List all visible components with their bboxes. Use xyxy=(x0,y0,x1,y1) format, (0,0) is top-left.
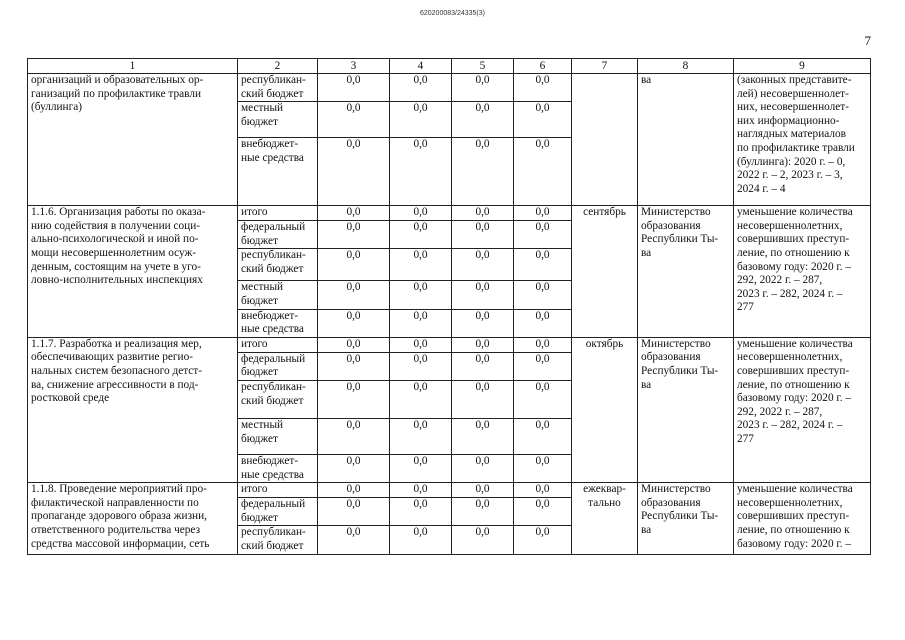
amount-cell: 0,0 xyxy=(514,526,572,554)
term-cell xyxy=(572,483,638,554)
funding-source-cell xyxy=(238,352,318,380)
amount-cell: 0,0 xyxy=(514,418,572,454)
text-line: республикан- xyxy=(241,526,306,539)
text-line: федеральный xyxy=(241,352,306,365)
amount-cell: 0,0 xyxy=(452,138,514,206)
text-line: нию содействия в получении соци- xyxy=(31,219,201,232)
text-line: 1.1.7. Разработка и реализация мер, xyxy=(31,337,202,350)
text-line: средства массовой информации, сеть xyxy=(31,537,210,550)
text-line: 2023 г. – 282, 2024 г. – xyxy=(737,287,843,300)
text-line: ва, снижение агрессивности в под- xyxy=(31,378,199,391)
text-line: местный xyxy=(241,281,284,294)
text-line: бюджет xyxy=(241,115,278,128)
text-line: ление, по отношению к xyxy=(737,246,850,259)
term-cell: сентябрь xyxy=(572,206,638,338)
result-cell xyxy=(734,483,871,554)
table-row xyxy=(28,483,871,498)
text-line: бюджет xyxy=(241,294,278,307)
amount-cell: 0,0 xyxy=(318,526,390,554)
text-line: ление, по отношению к xyxy=(737,378,850,391)
funding-source-cell xyxy=(238,337,318,352)
measure-name-cell xyxy=(28,483,238,554)
text-line: базовому году: 2020 г. – xyxy=(737,260,852,273)
amount-cell: 0,0 xyxy=(390,454,452,482)
page-number: 7 xyxy=(864,33,871,48)
text-line: ва xyxy=(641,523,652,536)
amount-cell: 0,0 xyxy=(390,206,452,221)
executor-cell: ва xyxy=(638,74,734,206)
executor-cell xyxy=(638,483,734,554)
amount-cell: 0,0 xyxy=(318,337,390,352)
funding-source-cell xyxy=(238,418,318,454)
amount-cell: 0,0 xyxy=(514,483,572,498)
amount-cell: 0,0 xyxy=(514,454,572,482)
header-cell: 6 xyxy=(514,59,572,74)
text-line: ально-психологической и иной по- xyxy=(31,233,199,246)
funding-source-cell xyxy=(238,498,318,526)
text-line: республикан- xyxy=(241,74,306,86)
amount-cell: 0,0 xyxy=(452,454,514,482)
funding-source-cell xyxy=(238,102,318,138)
amount-cell: 0,0 xyxy=(452,526,514,554)
amount-cell: 0,0 xyxy=(318,418,390,454)
amount-cell: 0,0 xyxy=(514,337,572,352)
document-id: 620200083/24335(3) xyxy=(419,10,485,17)
text-line: Республики Ты- xyxy=(641,364,719,377)
text-line: бюджет xyxy=(241,234,278,247)
amount-cell: 0,0 xyxy=(390,281,452,309)
text-line: филактической направленности по xyxy=(31,496,199,509)
text-line: ные средства xyxy=(241,151,304,164)
amount-cell: 0,0 xyxy=(452,352,514,380)
amount-cell: 0,0 xyxy=(390,309,452,337)
text-line: уменьшение количества xyxy=(737,206,853,219)
text-line: внебюджет- xyxy=(241,309,299,322)
funding-source-cell xyxy=(238,281,318,309)
measure-name-cell xyxy=(28,206,238,338)
amount-cell: 0,0 xyxy=(514,102,572,138)
program-table xyxy=(27,58,871,555)
text-line: 292, 2022 г. – 287, xyxy=(737,405,823,418)
header-cell: 9 xyxy=(734,59,871,74)
funding-source-cell xyxy=(238,249,318,281)
header-cell: 3 xyxy=(318,59,390,74)
text-line: Министерство xyxy=(641,206,711,219)
amount-cell: 0,0 xyxy=(452,249,514,281)
funding-source-cell xyxy=(238,309,318,337)
text-line: ростковой среде xyxy=(31,392,110,405)
text-line: обеспечивающих развитие регио- xyxy=(31,351,193,364)
text-line: 2024 г. – 4 xyxy=(737,182,786,195)
text-line: них, несовершеннолет- xyxy=(737,101,849,114)
amount-cell: 0,0 xyxy=(452,102,514,138)
table-row xyxy=(28,337,871,352)
executor-cell xyxy=(638,337,734,482)
amount-cell: 0,0 xyxy=(514,352,572,380)
amount-cell: 0,0 xyxy=(390,102,452,138)
text-line: Республики Ты- xyxy=(641,510,719,523)
text-line: внебюджет- xyxy=(241,138,299,151)
text-line: наглядных материалов xyxy=(737,128,846,141)
text-line: базовому году: 2020 г. – xyxy=(737,392,852,405)
text-line: ганизаций по профилактике травли xyxy=(31,87,202,100)
amount-cell: 0,0 xyxy=(452,221,514,249)
text-line: образования xyxy=(641,219,701,232)
amount-cell: 0,0 xyxy=(390,337,452,352)
funding-source-cell xyxy=(238,221,318,249)
amount-cell: 0,0 xyxy=(514,249,572,281)
amount-cell: 0,0 xyxy=(318,249,390,281)
text-line: уменьшение количества xyxy=(737,483,853,496)
text-line: итого xyxy=(241,206,268,219)
text-line: тально xyxy=(588,496,621,509)
amount-cell: 0,0 xyxy=(514,380,572,418)
text-line: федеральный xyxy=(241,498,306,511)
amount-cell: 0,0 xyxy=(390,74,452,102)
amount-cell: 0,0 xyxy=(452,418,514,454)
measure-name-cell xyxy=(28,74,238,206)
text-line: ежеквар- xyxy=(583,483,626,496)
text-line: ответственного родительства через xyxy=(31,523,201,536)
text-line: ский бюджет xyxy=(241,262,304,275)
text-line: местный xyxy=(241,102,284,115)
text-line: итого xyxy=(241,337,268,350)
text-line: мощи несовершеннолетним осуж- xyxy=(31,246,197,259)
amount-cell: 0,0 xyxy=(390,221,452,249)
table-row xyxy=(28,74,871,102)
text-line: уменьшение количества xyxy=(737,337,853,350)
result-cell xyxy=(734,74,871,206)
text-line: ва xyxy=(641,246,652,259)
amount-cell: 0,0 xyxy=(318,206,390,221)
measure-name-cell xyxy=(28,337,238,482)
amount-cell: 0,0 xyxy=(390,526,452,554)
amount-cell: 0,0 xyxy=(514,206,572,221)
text-line: (буллинга) xyxy=(31,101,83,114)
text-line: 277 xyxy=(737,432,754,445)
text-line: 292, 2022 г. – 287, xyxy=(737,274,823,287)
header-row xyxy=(28,59,871,74)
amount-cell: 0,0 xyxy=(514,281,572,309)
text-line: Республики Ты- xyxy=(641,233,719,246)
header-cell: 2 xyxy=(238,59,318,74)
funding-source-cell xyxy=(238,380,318,418)
amount-cell: 0,0 xyxy=(390,138,452,206)
text-line: ление, по отношению к xyxy=(737,523,850,536)
amount-cell: 0,0 xyxy=(318,74,390,102)
amount-cell: 0,0 xyxy=(390,352,452,380)
header-cell: 4 xyxy=(390,59,452,74)
amount-cell: 0,0 xyxy=(452,380,514,418)
table-row xyxy=(28,206,871,221)
text-line: 1.1.6. Организация работы по оказа- xyxy=(31,206,206,219)
funding-source-cell xyxy=(238,483,318,498)
text-line: внебюджет- xyxy=(241,454,299,467)
text-line: 2023 г. – 282, 2024 г. – xyxy=(737,419,843,432)
amount-cell: 0,0 xyxy=(390,483,452,498)
text-line: 277 xyxy=(737,301,754,314)
amount-cell: 0,0 xyxy=(318,352,390,380)
text-line: несовершеннолетних, xyxy=(737,496,843,509)
text-line: совершивших преступ- xyxy=(737,364,850,377)
funding-source-cell xyxy=(238,138,318,206)
text-line: бюджет xyxy=(241,366,278,379)
funding-source-cell xyxy=(238,454,318,482)
text-line: местный xyxy=(241,418,284,431)
text-line: ва xyxy=(641,378,652,391)
text-line: ные средства xyxy=(241,468,304,481)
text-line: республикан- xyxy=(241,249,306,262)
amount-cell: 0,0 xyxy=(318,221,390,249)
amount-cell: 0,0 xyxy=(452,281,514,309)
amount-cell: 0,0 xyxy=(390,249,452,281)
text-line: ский бюджет xyxy=(241,87,304,100)
header-cell: 5 xyxy=(452,59,514,74)
text-line: базовому году: 2020 г. – xyxy=(737,537,852,550)
text-line: 1.1.8. Проведение мероприятий про- xyxy=(31,483,207,496)
text-line: Министерство xyxy=(641,337,711,350)
amount-cell: 0,0 xyxy=(390,418,452,454)
header-cell: 7 xyxy=(572,59,638,74)
text-line: совершивших преступ- xyxy=(737,233,850,246)
text-line: (законных представите- xyxy=(737,74,852,86)
term-cell xyxy=(572,74,638,206)
text-line: ловно-исполнительных инспекциях xyxy=(31,274,203,287)
text-line: итого xyxy=(241,483,268,496)
amount-cell: 0,0 xyxy=(452,309,514,337)
text-line: 2022 г. – 2, 2023 г. – 3, xyxy=(737,169,843,182)
text-line: бюджет xyxy=(241,432,278,445)
text-line: бюджет xyxy=(241,511,278,524)
funding-source-cell xyxy=(238,74,318,102)
text-line: совершивших преступ- xyxy=(737,510,850,523)
amount-cell: 0,0 xyxy=(514,221,572,249)
amount-cell: 0,0 xyxy=(318,454,390,482)
result-cell xyxy=(734,337,871,482)
amount-cell: 0,0 xyxy=(514,138,572,206)
text-line: образования xyxy=(641,496,701,509)
text-line: ные средства xyxy=(241,323,304,336)
funding-source-cell xyxy=(238,526,318,554)
amount-cell: 0,0 xyxy=(452,74,514,102)
amount-cell: 0,0 xyxy=(390,498,452,526)
amount-cell: 0,0 xyxy=(452,498,514,526)
text-line: нальных систем безопасного детст- xyxy=(31,364,202,377)
text-line: несовершеннолетних, xyxy=(737,219,843,232)
result-cell xyxy=(734,206,871,338)
text-line: республикан- xyxy=(241,380,306,393)
text-line: по профилактике травли xyxy=(737,141,855,154)
text-line: денным, состоящим на учете в уго- xyxy=(31,260,201,273)
text-line: пропаганде здорового образа жизни, xyxy=(31,510,207,523)
amount-cell: 0,0 xyxy=(318,483,390,498)
text-line: них информационно- xyxy=(737,114,840,127)
header-cell: 1 xyxy=(28,59,238,74)
funding-source-cell xyxy=(238,206,318,221)
executor-cell xyxy=(638,206,734,338)
term-cell: октябрь xyxy=(572,337,638,482)
text-line: образования xyxy=(641,351,701,364)
amount-cell: 0,0 xyxy=(318,102,390,138)
amount-cell: 0,0 xyxy=(318,309,390,337)
text-line: лей) несовершеннолет- xyxy=(737,87,849,100)
amount-cell: 0,0 xyxy=(318,138,390,206)
amount-cell: 0,0 xyxy=(318,281,390,309)
amount-cell: 0,0 xyxy=(318,380,390,418)
amount-cell: 0,0 xyxy=(514,498,572,526)
text-line: ский бюджет xyxy=(241,539,304,552)
amount-cell: 0,0 xyxy=(514,74,572,102)
amount-cell: 0,0 xyxy=(318,498,390,526)
text-line: Министерство xyxy=(641,483,711,496)
amount-cell: 0,0 xyxy=(452,483,514,498)
amount-cell: 0,0 xyxy=(452,337,514,352)
amount-cell: 0,0 xyxy=(514,309,572,337)
amount-cell: 0,0 xyxy=(390,380,452,418)
text-line: (буллинга): 2020 г. – 0, xyxy=(737,155,846,168)
header-cell: 8 xyxy=(638,59,734,74)
amount-cell: 0,0 xyxy=(452,206,514,221)
text-line: несовершеннолетних, xyxy=(737,351,843,364)
text-line: организаций и образовательных ор- xyxy=(31,74,204,86)
text-line: федеральный xyxy=(241,221,306,234)
text-line: ский бюджет xyxy=(241,394,304,407)
